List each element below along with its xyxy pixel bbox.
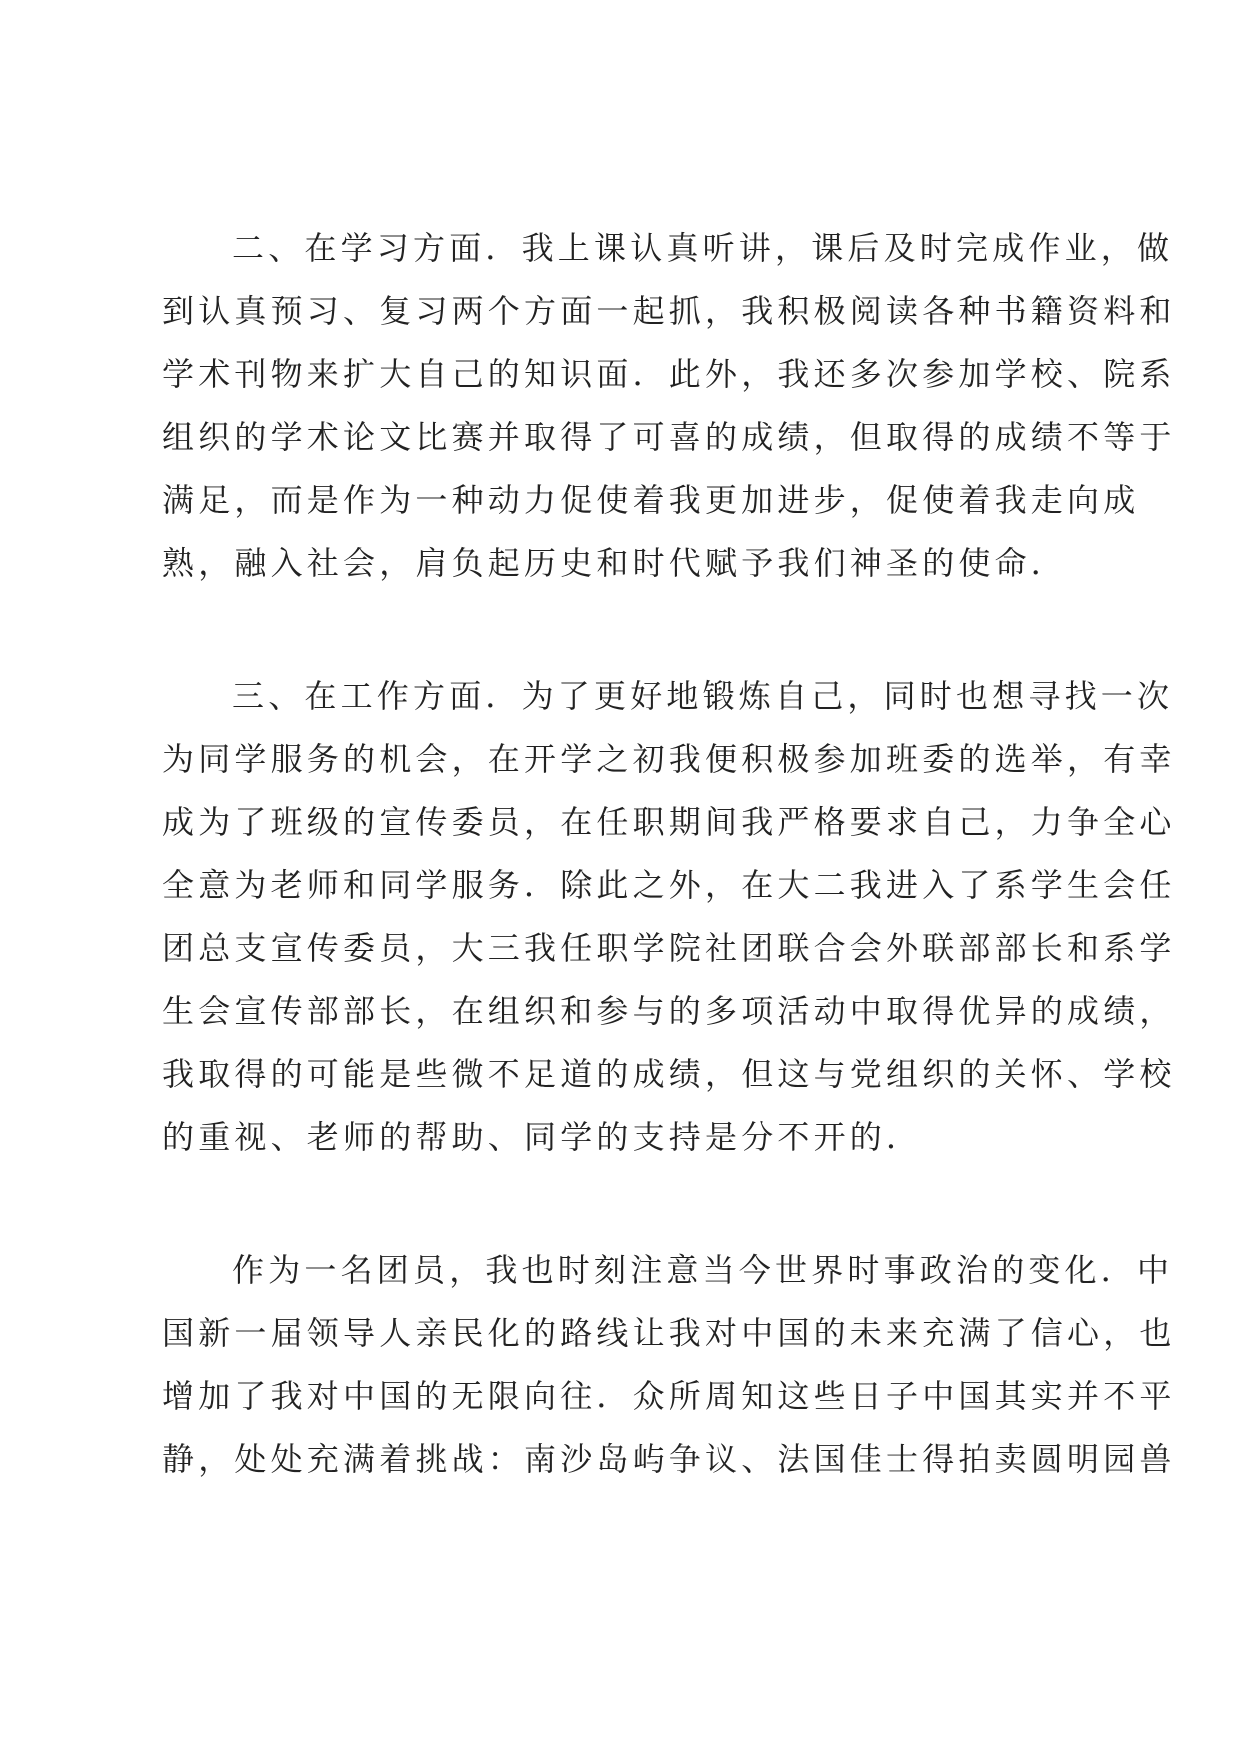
paragraph-2-line-7: 我取得的可能是些微不足道的成绩，但这与党组织的关怀、学校 (162, 1055, 1176, 1093)
paragraph-2-line-8: 的重视、老师的帮助、同学的支持是分不开的． (162, 1118, 923, 1156)
paragraph-1-line-4: 组织的学术论文比赛并取得了可喜的成绩，但取得的成绩不等于 (162, 418, 1176, 456)
paragraph-2-line-3: 成为了班级的宣传委员，在任职期间我严格要求自己，力争全心 (162, 803, 1176, 841)
paragraph-2-line-4: 全意为老师和同学服务．除此之外，在大二我进入了系学生会任 (162, 866, 1176, 904)
paragraph-1-line-1: 二、在学习方面．我上课认真听讲，课后及时完成作业，做 (232, 229, 1174, 267)
paragraph-2-line-6: 生会宣传部部长，在组织和参与的多项活动中取得优异的成绩， (162, 992, 1176, 1030)
paragraph-1-line-2: 到认真预习、复习两个方面一起抓，我积极阅读各种书籍资料和 (162, 292, 1176, 330)
paragraph-2-line-5: 团总支宣传委员，大三我任职学院社团联合会外联部部长和系学 (162, 929, 1176, 967)
paragraph-2-line-2: 为同学服务的机会，在开学之初我便积极参加班委的选举，有幸 (162, 740, 1176, 778)
paragraph-3-line-1: 作为一名团员，我也时刻注意当今世界时事政治的变化．中 (232, 1251, 1174, 1289)
paragraph-2-line-1: 三、在工作方面．为了更好地锻炼自己，同时也想寻找一次 (232, 677, 1174, 715)
paragraph-1-line-3: 学术刊物来扩大自己的知识面．此外，我还多次参加学校、院系 (162, 355, 1176, 393)
paragraph-3-line-4: 静，处处充满着挑战：南沙岛屿争议、法国佳士得拍卖圆明园兽 (162, 1440, 1176, 1478)
paragraph-1-line-6: 熟，融入社会，肩负起历史和时代赋予我们神圣的使命． (162, 544, 1068, 582)
paragraph-3-line-2: 国新一届领导人亲民化的路线让我对中国的未来充满了信心，也 (162, 1314, 1176, 1352)
paragraph-1-line-5: 满足，而是作为一种动力促使着我更加进步，促使着我走向成 (162, 481, 1140, 519)
paragraph-3-line-3: 增加了我对中国的无限向往．众所周知这些日子中国其实并不平 (162, 1377, 1176, 1415)
